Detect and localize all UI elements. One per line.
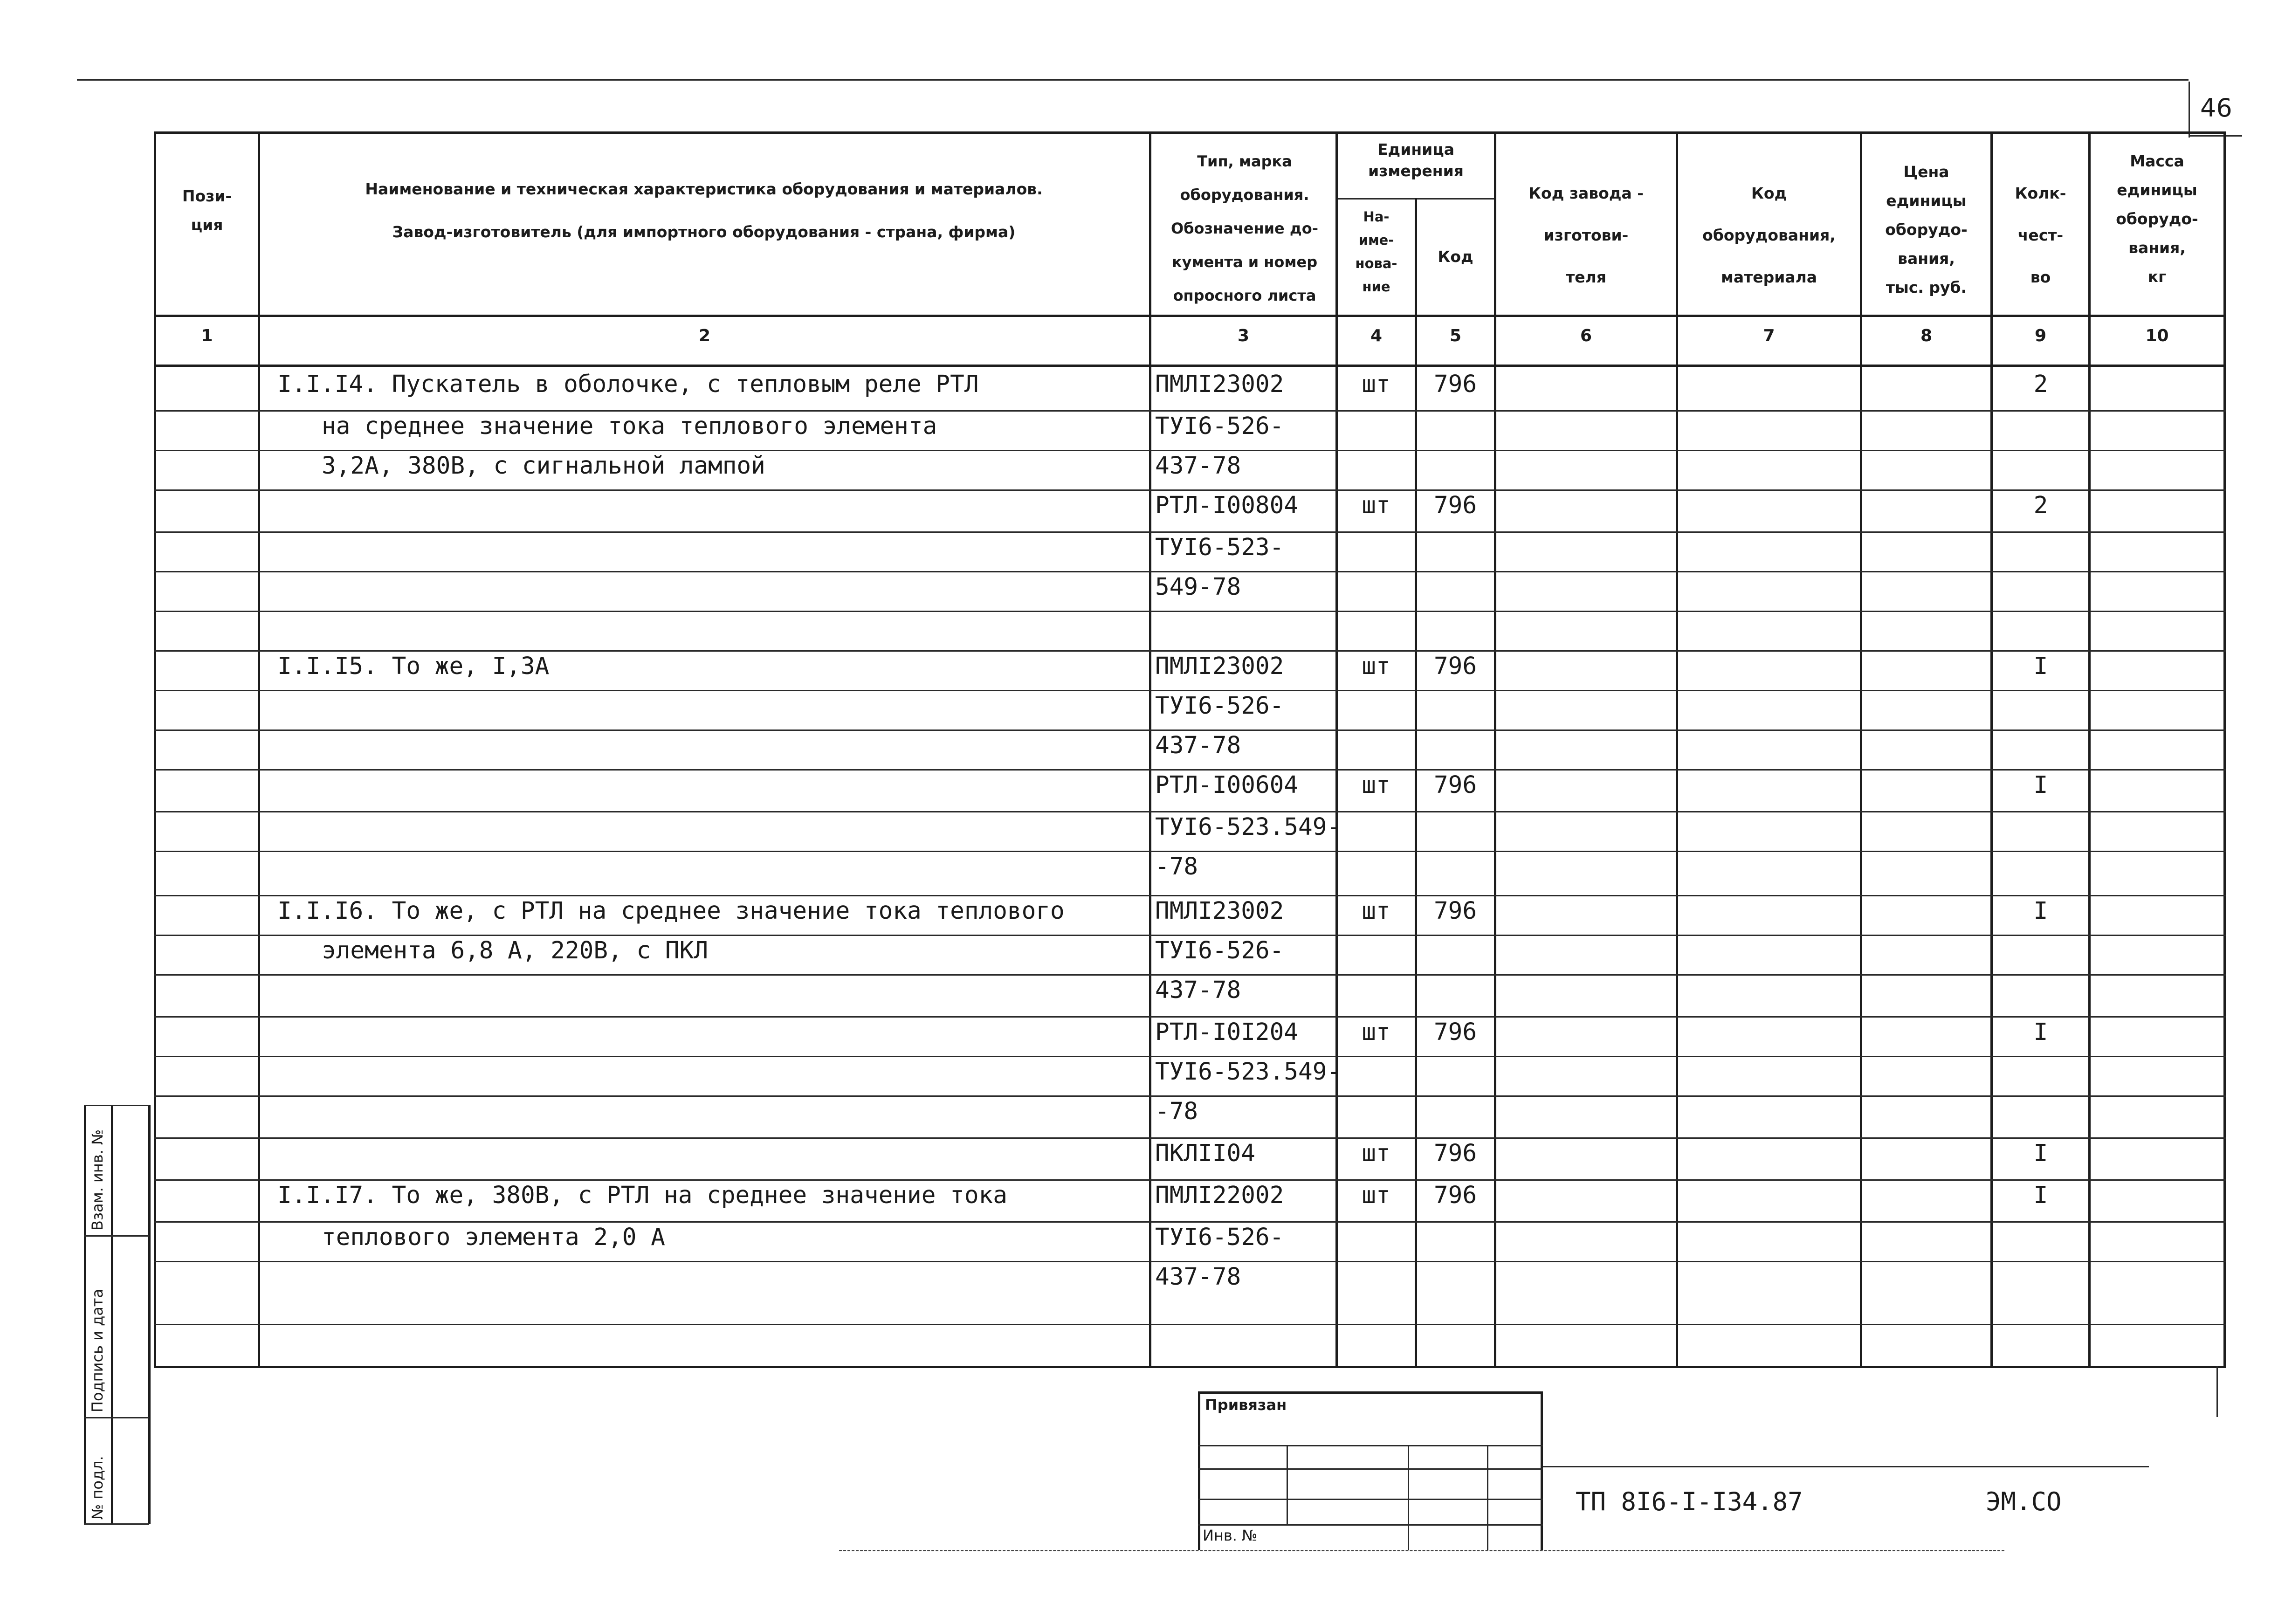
row-qty: I [2033, 771, 2048, 799]
side-stamp-div1 [84, 1235, 149, 1237]
row-type: РТЛ-I0I204 [1155, 1018, 1299, 1046]
row-qty: 2 [2033, 371, 2048, 398]
table-top-line [154, 131, 2226, 134]
side-stamp-div2 [84, 1417, 149, 1418]
col-line-7 [1860, 131, 1862, 1367]
side-stamp-right-line [148, 1105, 151, 1524]
row-code: 796 [1433, 371, 1477, 398]
row-name: I.I.I4. Пускатель в оболочке, с тепловым реле РТЛ [277, 371, 979, 398]
row-type: ПМЛI22002 [1155, 1182, 1284, 1209]
col-line-1 [258, 131, 260, 1367]
row-type: 549-78 [1155, 573, 1241, 601]
row-qty: I [2033, 653, 2048, 680]
col-line-3 [1335, 131, 1338, 1367]
row-type: ТУI6-526- [1155, 1224, 1284, 1251]
row-line [154, 650, 2226, 652]
header-col4: На- име- нова- ние [1355, 209, 1397, 295]
row-type: -78 [1155, 853, 1198, 881]
stamp-right [1541, 1391, 1543, 1550]
row-type: ТУI6-523.549- [1155, 1058, 1342, 1086]
colnum-6: 6 [1580, 326, 1592, 345]
row-line [154, 571, 2226, 572]
row-code: 796 [1433, 897, 1477, 925]
row-name: I.I.I5. То же, I,3А [277, 653, 550, 680]
row-line [154, 974, 2226, 976]
side-stamp-left-line [84, 1105, 86, 1524]
row-line [154, 690, 2226, 691]
row-qty: 2 [2033, 492, 2048, 519]
row-type: ПМЛI23002 [1155, 653, 1284, 680]
stamp-row2 [1198, 1468, 1543, 1470]
colnum-1: 1 [201, 326, 213, 345]
row-type: 437-78 [1155, 977, 1241, 1004]
colnum-9: 9 [2034, 326, 2047, 345]
right-frame-stub [2216, 1366, 2218, 1417]
stamp-top [1198, 1391, 1543, 1394]
colnum-7: 7 [1763, 326, 1775, 345]
row-name: элемента 6,8 А, 220В, с ПКЛ [322, 937, 709, 964]
page-number: 46 [2200, 93, 2232, 123]
footer-sheet-code: ЭМ.СО [1986, 1487, 2062, 1516]
col-line-0 [154, 131, 156, 1367]
colnum-5: 5 [1449, 326, 1462, 345]
row-line [154, 531, 2226, 533]
colnum-bottom-line [154, 365, 2226, 367]
row-line [154, 1016, 2226, 1018]
row-name: I.I.I6. То же, с РТЛ на среднее значение тока теплового [277, 897, 1065, 925]
col-line-9 [2088, 131, 2091, 1367]
row-type: ТУI6-526- [1155, 692, 1284, 720]
col-line-2 [1149, 131, 1151, 1367]
row-line [154, 1324, 2226, 1325]
row-type: ТУI6-523- [1155, 534, 1284, 561]
stamp-row4 [1198, 1524, 1543, 1526]
side-vzam-inv: Взам. инв. № [89, 1129, 106, 1231]
header-col2: Наименование и техническая характеристика оборудования и материалов. Завод-изготовитель (для импортного оборудования - страна, фирма) [365, 180, 1043, 241]
row-qty: I [2033, 1140, 2048, 1167]
row-code: 796 [1433, 653, 1477, 680]
table-bottom-line [154, 1366, 2226, 1368]
row-line [154, 450, 2226, 451]
row-line [154, 935, 2226, 936]
row-type: ПКЛII04 [1155, 1140, 1255, 1167]
row-line [154, 1261, 2226, 1262]
stamp-left [1198, 1391, 1200, 1550]
row-unit: шт [1362, 1018, 1390, 1046]
row-unit: шт [1362, 897, 1390, 925]
row-line [154, 489, 2226, 491]
row-line [154, 1221, 2226, 1223]
side-podpis-data: Подпись и дата [89, 1288, 106, 1412]
col-line-8 [1990, 131, 1993, 1367]
row-type: 437-78 [1155, 732, 1241, 759]
row-code: 796 [1433, 1140, 1477, 1167]
row-unit: шт [1362, 771, 1390, 799]
header-bottom-line [154, 315, 2226, 317]
row-qty: I [2033, 1182, 2048, 1209]
stamp-col1 [1287, 1445, 1288, 1524]
row-line [154, 410, 2226, 412]
stamp-row1 [1198, 1445, 1543, 1446]
row-line [154, 611, 2226, 612]
page-number-box-line [2189, 82, 2190, 138]
row-line [154, 1179, 2226, 1181]
side-stamp-mid-line [111, 1105, 113, 1524]
stamp-col3 [1487, 1445, 1488, 1550]
row-type: РТЛ-I00804 [1155, 492, 1299, 519]
row-line [154, 895, 2226, 896]
colnum-4: 4 [1370, 326, 1383, 345]
header-unit-group: Единица измерения [1368, 140, 1464, 180]
col-line-6 [1676, 131, 1678, 1367]
row-line [154, 811, 2226, 812]
row-code: 796 [1433, 1182, 1477, 1209]
row-unit: шт [1362, 371, 1390, 398]
stamp-col2 [1408, 1445, 1409, 1550]
colnum-8: 8 [1920, 326, 1933, 345]
side-stamp-top [84, 1105, 149, 1106]
row-code: 796 [1433, 492, 1477, 519]
header-col8: Цена единицы оборудо- вания, тыс. руб. [1885, 163, 1968, 296]
top-border-line [77, 79, 2189, 81]
row-type: ПМЛI23002 [1155, 371, 1284, 398]
row-name: теплового элемента 2,0 А [322, 1224, 665, 1251]
row-unit: шт [1362, 1140, 1390, 1167]
row-type: ТУI6-526- [1155, 413, 1284, 440]
footer-line-lower [839, 1550, 2004, 1551]
header-col9: Колк- чест- во [2015, 184, 2066, 286]
row-code: 796 [1433, 771, 1477, 799]
header-col6: Код завода - изготови- теля [1528, 184, 1644, 286]
row-code: 796 [1433, 1018, 1477, 1046]
row-qty: I [2033, 1018, 2048, 1046]
row-line [154, 1137, 2226, 1139]
stamp-privyazan: Привязан [1205, 1396, 1287, 1414]
footer-doc-code: ТП 8I6-I-I34.87 [1576, 1487, 1803, 1516]
row-name: на среднее значение тока теплового элемента [322, 413, 937, 440]
row-type: ПМЛI23002 [1155, 897, 1284, 925]
stamp-row3 [1198, 1499, 1543, 1500]
header-col10: Масса единицы оборудо- вания, кг [2116, 152, 2198, 286]
side-inv-podl: № подл. [89, 1456, 106, 1520]
header-col5: Код [1438, 248, 1473, 266]
colnum-10: 10 [2145, 326, 2169, 345]
row-type: ТУI6-526- [1155, 937, 1284, 964]
row-line [154, 729, 2226, 731]
row-name: 3,2А, 380В, с сигнальной лампой [322, 452, 765, 480]
header-col3: Тип, марка оборудования. Обозначение до- кумента и номер опросного листа [1171, 152, 1318, 304]
side-stamp-bottom [84, 1523, 149, 1525]
col-line-4 [1415, 198, 1417, 1366]
colnum-3: 3 [1237, 326, 1250, 345]
header-col7: Код оборудования, материала [1702, 184, 1836, 286]
row-line [154, 1095, 2226, 1097]
row-type: 437-78 [1155, 1263, 1241, 1291]
col-line-10 [2223, 131, 2226, 1367]
row-line [154, 851, 2226, 852]
row-type: ТУI6-523.549- [1155, 813, 1342, 841]
page-number-box-bottom [2189, 135, 2242, 137]
row-type: РТЛ-I00604 [1155, 771, 1299, 799]
row-unit: шт [1362, 1182, 1390, 1209]
row-qty: I [2033, 897, 2048, 925]
header-col1: Пози- ция [182, 187, 232, 234]
col-line-5 [1494, 131, 1496, 1367]
row-line [154, 1056, 2226, 1057]
footer-line-upper [1543, 1466, 2149, 1467]
row-unit: шт [1362, 492, 1390, 519]
stamp-inv-no: Инв. № [1203, 1527, 1258, 1544]
row-type: -78 [1155, 1098, 1198, 1125]
row-type: 437-78 [1155, 452, 1241, 480]
row-unit: шт [1362, 653, 1390, 680]
row-line [154, 769, 2226, 771]
row-name: I.I.I7. То же, 380В, с РТЛ на среднее значение тока [277, 1182, 1007, 1209]
colnum-2: 2 [698, 326, 711, 345]
